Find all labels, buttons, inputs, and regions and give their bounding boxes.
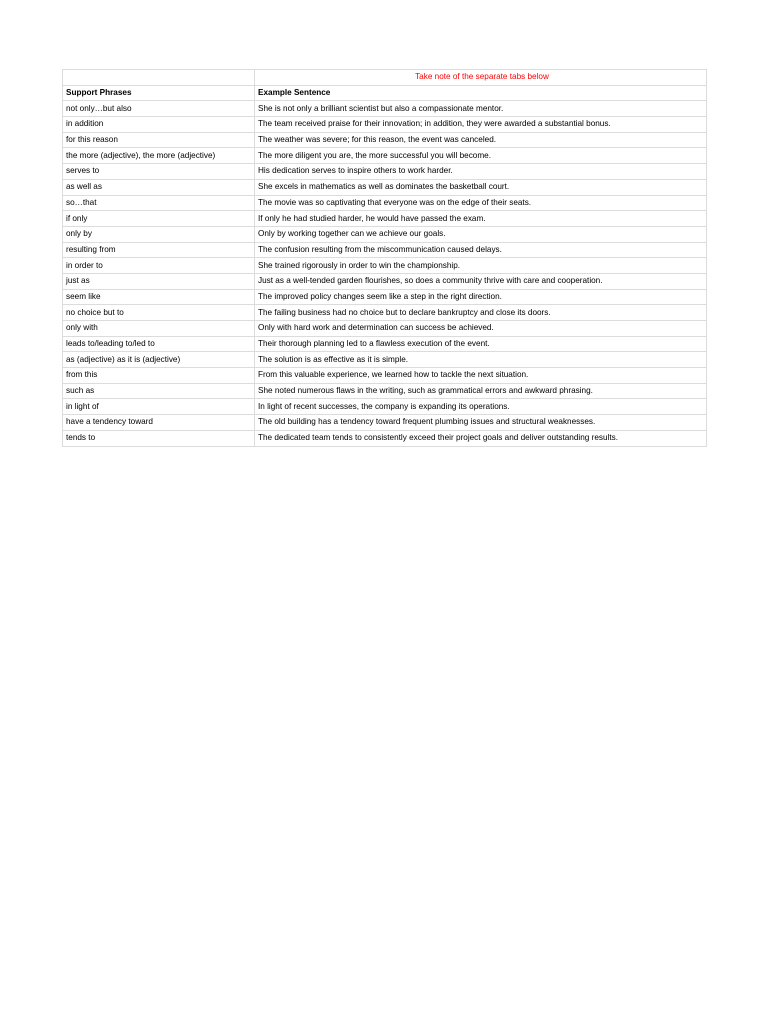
example-cell: Just as a well-tended garden flourishes, so does a community thrive with care and cooperation. bbox=[255, 273, 707, 289]
table-row bbox=[63, 368, 707, 384]
table-body bbox=[63, 70, 707, 447]
example-cell: The improved policy changes seem like a step in the right direction. bbox=[255, 289, 707, 305]
example-cell: Only with hard work and determination can success be achieved. bbox=[255, 321, 707, 337]
phrase-cell: no choice but to bbox=[63, 305, 255, 321]
phrase-cell: seem like bbox=[63, 289, 255, 305]
note-row bbox=[63, 70, 707, 86]
table-row bbox=[63, 383, 707, 399]
example-cell: The weather was severe; for this reason, the event was canceled. bbox=[255, 132, 707, 148]
example-cell: The failing business had no choice but to declare bankruptcy and close its doors. bbox=[255, 305, 707, 321]
phrase-cell: just as bbox=[63, 273, 255, 289]
table-row bbox=[63, 242, 707, 258]
phrase-cell: in light of bbox=[63, 399, 255, 415]
note-cell bbox=[255, 70, 707, 86]
phrase-cell: from this bbox=[63, 368, 255, 384]
table-row bbox=[63, 352, 707, 368]
table-row bbox=[63, 258, 707, 274]
table-row bbox=[63, 101, 707, 117]
header-row bbox=[63, 85, 707, 101]
table-row bbox=[63, 321, 707, 337]
column-header-phrase: Support Phrases bbox=[63, 85, 255, 101]
phrase-cell: in order to bbox=[63, 258, 255, 274]
phrase-cell: for this reason bbox=[63, 132, 255, 148]
example-cell: The dedicated team tends to consistently exceed their project goals and deliver outstanding results. bbox=[255, 430, 707, 446]
table-row bbox=[63, 211, 707, 227]
example-cell: The movie was so captivating that everyone was on the edge of their seats. bbox=[255, 195, 707, 211]
phrase-cell: leads to/leading to/led to bbox=[63, 336, 255, 352]
table-row bbox=[63, 195, 707, 211]
phrase-cell: only by bbox=[63, 226, 255, 242]
table-row bbox=[63, 148, 707, 164]
example-cell: She noted numerous flaws in the writing, such as grammatical errors and awkward phrasing. bbox=[255, 383, 707, 399]
table-row bbox=[63, 430, 707, 446]
example-cell: She excels in mathematics as well as dominates the basketball court. bbox=[255, 179, 707, 195]
phrase-cell: such as bbox=[63, 383, 255, 399]
table-row bbox=[63, 164, 707, 180]
example-cell: The old building has a tendency toward frequent plumbing issues and structural weaknesses. bbox=[255, 415, 707, 431]
example-cell: Only by working together can we achieve our goals. bbox=[255, 226, 707, 242]
phrase-cell: as well as bbox=[63, 179, 255, 195]
phrase-cell: in addition bbox=[63, 117, 255, 133]
phrase-cell: resulting from bbox=[63, 242, 255, 258]
phrase-cell: only with bbox=[63, 321, 255, 337]
note-empty-cell bbox=[63, 70, 255, 86]
table-row bbox=[63, 336, 707, 352]
phrase-cell: have a tendency toward bbox=[63, 415, 255, 431]
tabs-note: Take note of the separate tabs below bbox=[415, 72, 549, 82]
table-row bbox=[63, 132, 707, 148]
phrase-cell: as (adjective) as it is (adjective) bbox=[63, 352, 255, 368]
table-row bbox=[63, 399, 707, 415]
phrase-cell: serves to bbox=[63, 164, 255, 180]
phrase-cell: so…that bbox=[63, 195, 255, 211]
example-cell: His dedication serves to inspire others to work harder. bbox=[255, 164, 707, 180]
table-row bbox=[63, 117, 707, 133]
example-cell: The team received praise for their innovation; in addition, they were awarded a substantial bonus. bbox=[255, 117, 707, 133]
table-row bbox=[63, 289, 707, 305]
table-row bbox=[63, 305, 707, 321]
table-row bbox=[63, 273, 707, 289]
example-cell: Their thorough planning led to a flawless execution of the event. bbox=[255, 336, 707, 352]
column-header-example: Example Sentence bbox=[255, 85, 707, 101]
example-cell: She is not only a brilliant scientist but also a compassionate mentor. bbox=[255, 101, 707, 117]
example-cell: From this valuable experience, we learned how to tackle the next situation. bbox=[255, 368, 707, 384]
phrase-cell: tends to bbox=[63, 430, 255, 446]
table-row bbox=[63, 226, 707, 242]
table-row bbox=[63, 415, 707, 431]
example-cell: The more diligent you are, the more successful you will become. bbox=[255, 148, 707, 164]
phrase-cell: not only…but also bbox=[63, 101, 255, 117]
phrase-cell: the more (adjective), the more (adjective) bbox=[63, 148, 255, 164]
phrase-cell: if only bbox=[63, 211, 255, 227]
example-cell: She trained rigorously in order to win the championship. bbox=[255, 258, 707, 274]
example-cell: In light of recent successes, the company is expanding its operations. bbox=[255, 399, 707, 415]
table-row bbox=[63, 179, 707, 195]
example-cell: The solution is as effective as it is simple. bbox=[255, 352, 707, 368]
example-cell: If only he had studied harder, he would have passed the exam. bbox=[255, 211, 707, 227]
phrases-table bbox=[62, 69, 707, 447]
example-cell: The confusion resulting from the miscommunication caused delays. bbox=[255, 242, 707, 258]
